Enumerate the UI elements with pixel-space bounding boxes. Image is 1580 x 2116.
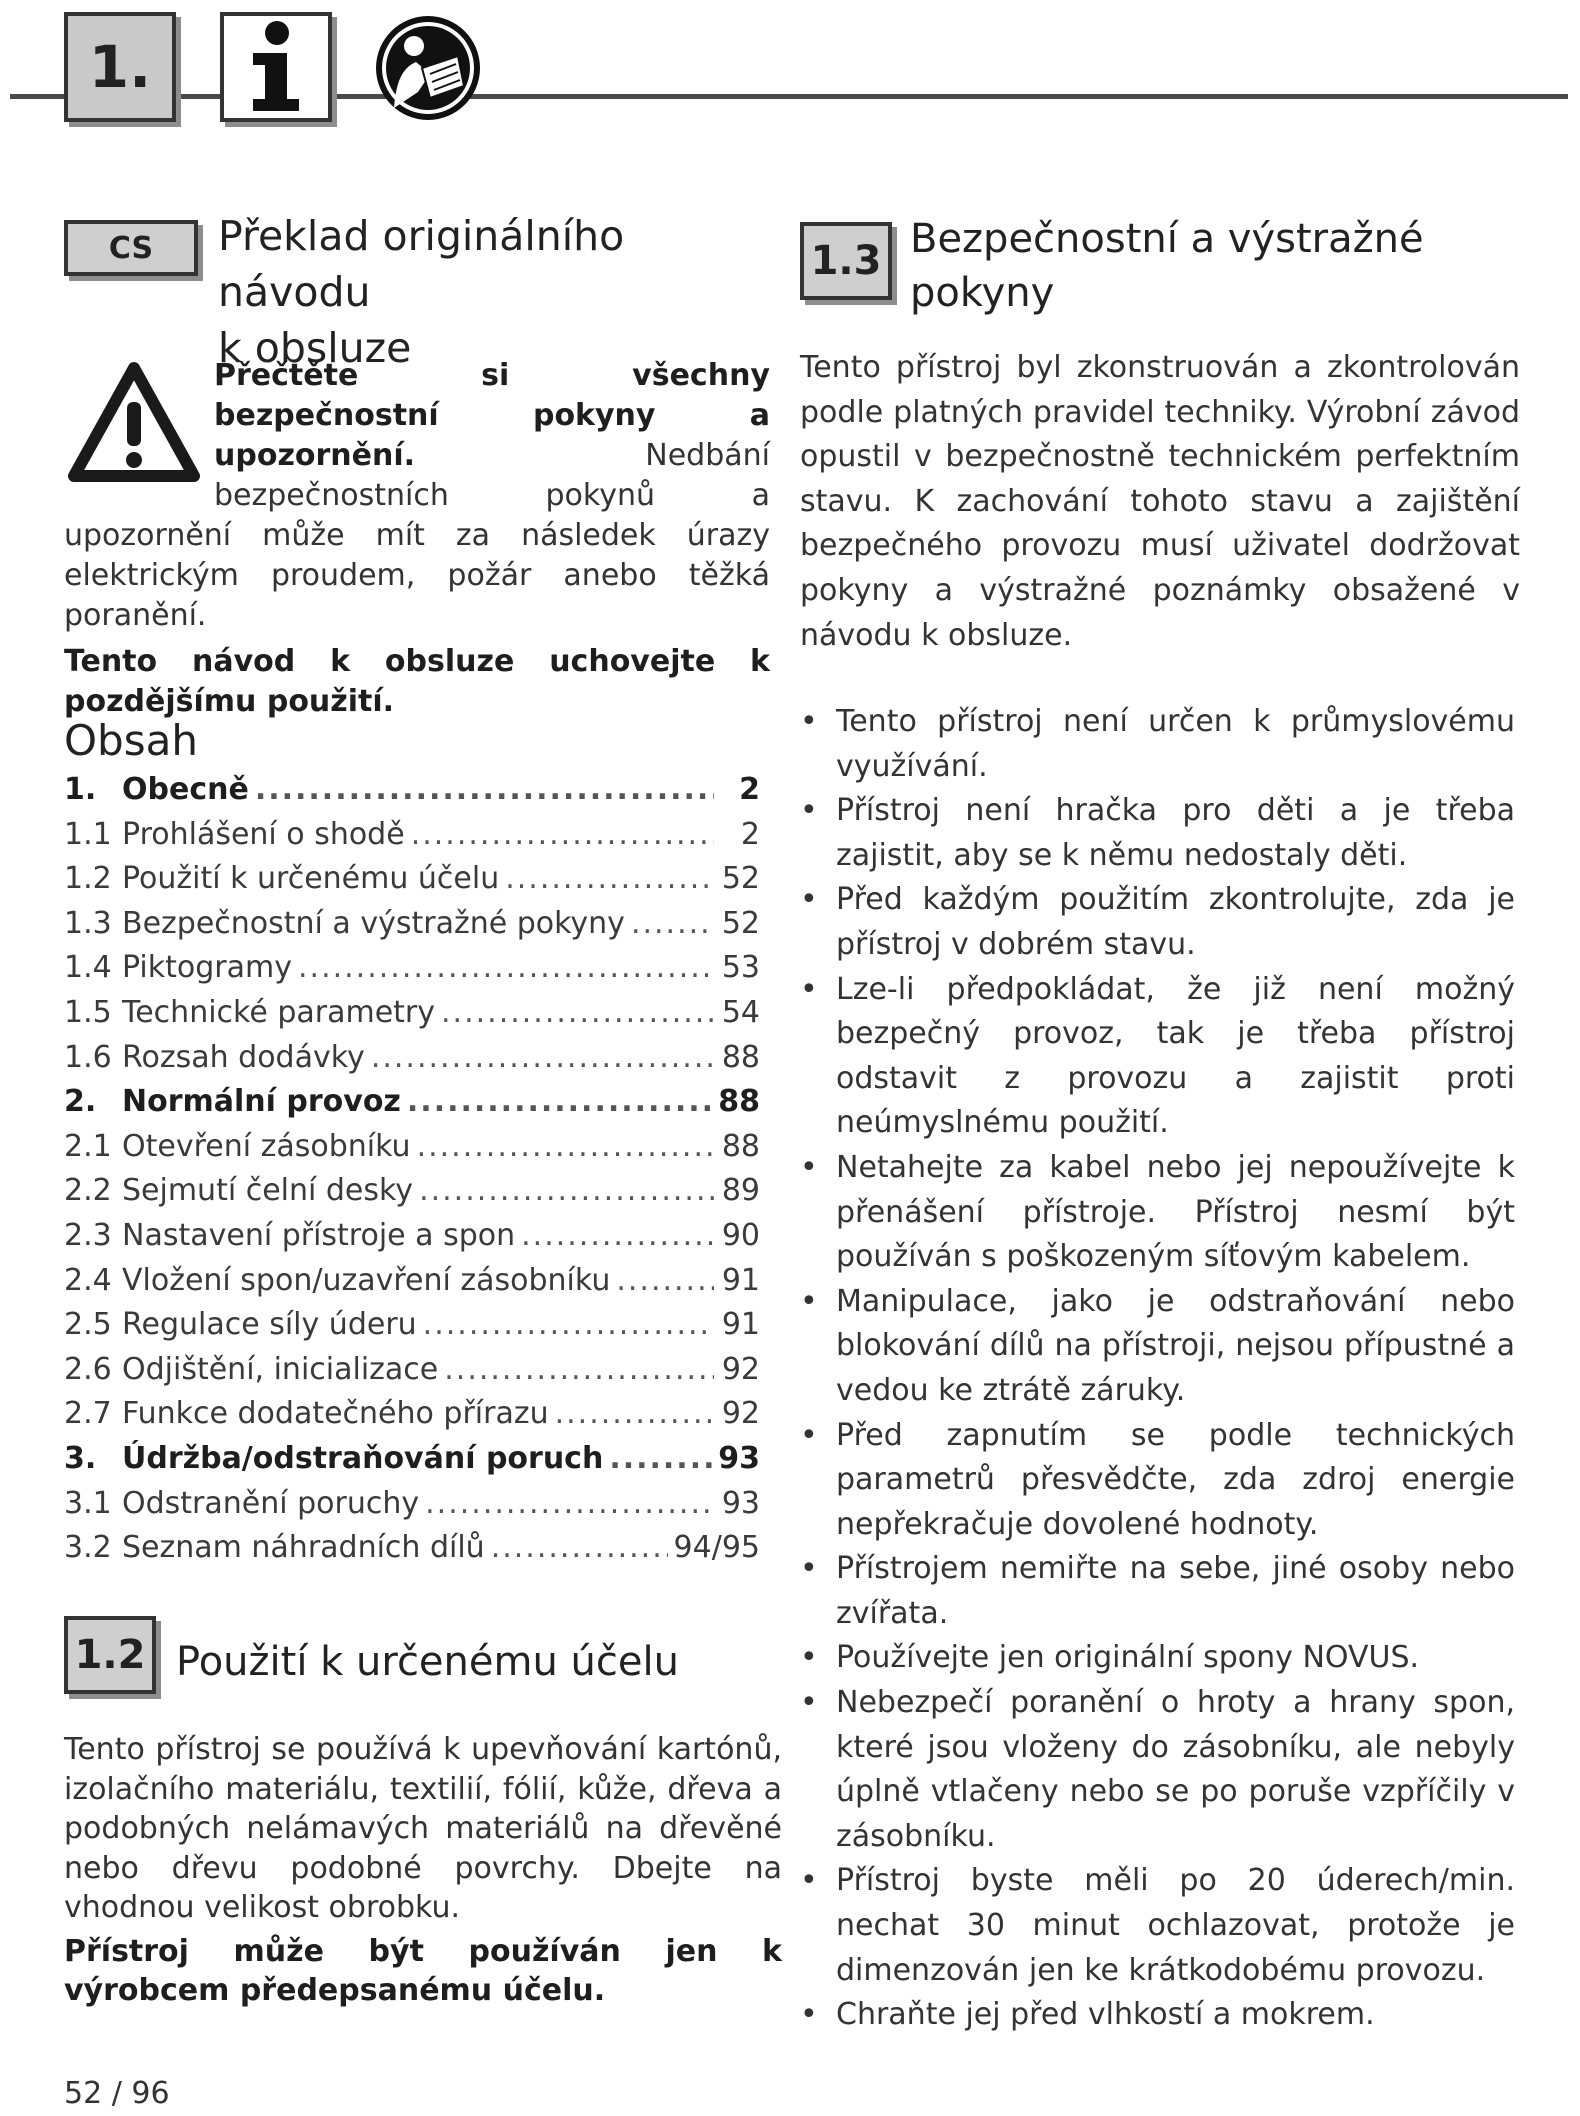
- toc-label: Použití k určenému účelu: [122, 861, 500, 897]
- toc-row[interactable]: [64, 1348, 760, 1393]
- toc-leader: [491, 1526, 668, 1571]
- toc-num: 3.: [64, 1440, 97, 1476]
- list-item: • Přístrojem nemiřte na sebe, jiné osoby nebo zvířata.: [800, 1547, 1515, 1636]
- toc-leader: [521, 1214, 714, 1259]
- toc-label: Údržba/odstraňování poruch: [122, 1440, 604, 1476]
- toc-num: 2.7: [64, 1396, 112, 1432]
- toc-row[interactable]: [64, 1303, 760, 1348]
- toc-page: 2: [739, 772, 760, 807]
- toc-page: 88: [721, 1128, 760, 1164]
- toc-label: Funkce dodatečného přírazu: [122, 1396, 549, 1432]
- toc-row[interactable]: [64, 857, 760, 902]
- toc-num: 3.2: [64, 1530, 112, 1566]
- toc-row[interactable]: [64, 813, 760, 858]
- toc-label: Rozsah dodávky: [122, 1039, 365, 1075]
- toc-num: 2.2: [64, 1173, 112, 1209]
- table-of-contents: [64, 768, 760, 1571]
- read-manual-icon: [372, 12, 484, 124]
- toc-page: 89: [721, 1173, 760, 1209]
- toc-leader: [255, 768, 714, 813]
- section-1-2-bold-text: Přístroj může být používán jen k výrobcem předepsanému účelu.: [64, 1933, 782, 2008]
- toc-label: Vložení spon/uzavření zásobníku: [122, 1262, 611, 1298]
- toc-leader: [419, 1169, 714, 1214]
- toc-num: 2.3: [64, 1217, 112, 1253]
- toc-leader: [444, 1348, 714, 1393]
- toc-row[interactable]: [64, 1392, 760, 1437]
- toc-leader: [425, 1482, 714, 1527]
- toc-page: 91: [721, 1262, 760, 1298]
- toc-label: Nastavení přístroje a spon: [122, 1217, 516, 1253]
- toc-num: 1.6: [64, 1039, 112, 1075]
- list-item: • Lze-li předpokládat, že již není možný bezpečný provoz, tak je třeba přístroj odstavit z provozu a zajistit proti neúmyslnému použití.: [800, 968, 1515, 1146]
- toc-num: 2.: [64, 1084, 97, 1120]
- toc-label: Regulace síly úderu: [122, 1307, 417, 1343]
- toc-leader: [407, 1080, 712, 1125]
- info-icon: [220, 12, 332, 122]
- toc-leader: [609, 1437, 712, 1482]
- toc-leader: [417, 1125, 714, 1170]
- toc-label: Obecně: [122, 772, 249, 807]
- toc-num: 1.3: [64, 905, 112, 941]
- toc-num: 2.4: [64, 1262, 112, 1298]
- toc-leader: [441, 991, 714, 1036]
- toc-label: Technické parametry: [122, 994, 436, 1030]
- warning-block: [64, 356, 770, 722]
- toc-page: 52: [721, 905, 760, 941]
- toc-leader: [631, 902, 714, 947]
- list-item: • Před zapnutím se podle technických parametrů přesvědčte, zda zdroj energie nepřekračuje dovolené hodnoty.: [800, 1414, 1515, 1548]
- section-1-3-intro: Tento přístroj byl zkonstruován a zkontrolován podle platných pravidel techniky. Výrobní závod opustil v bezpečnostně technickém perfektním stavu. K zachování tohoto stavu a zajištění bezpečného provozu musí uživatel dodržovat pokyny a výstražné poznámky obsažené v návodu k obsluze.: [800, 350, 1520, 653]
- toc-page: 92: [721, 1351, 760, 1387]
- section-1-2-text: Tento přístroj se používá k upevňování kartónů, izolačního materiálu, textilií, fólií, kůže, dřeva a podobných nelámavých materiálů na dřevěné nebo dřevu podobné povrchy. Dbejte na vhodnou velikost obrobku.: [64, 1732, 782, 1925]
- toc-page: 90: [721, 1217, 760, 1253]
- warning-text: Nedbání bezpečnostních pokynů a upozornění může mít za následek úrazy elektrickým proudem, požár anebo těžká poranění.: [64, 438, 770, 633]
- toc-row[interactable]: [64, 1526, 760, 1571]
- section-1-3-title: [910, 212, 1424, 320]
- toc-num: 1.5: [64, 994, 112, 1030]
- toc-row[interactable]: [64, 768, 760, 813]
- toc-leader: [616, 1259, 714, 1304]
- keep-manual-note: Tento návod k obsluze uchovejte k pozdějšímu použití.: [64, 644, 770, 719]
- toc-num: 1.1: [64, 816, 112, 852]
- toc-row[interactable]: [64, 1214, 760, 1259]
- toc-page: 52: [721, 861, 760, 897]
- toc-page: 2: [740, 816, 760, 852]
- list-item: • Nebezpečí poranění o hroty a hrany spon, které jsou vloženy do zásobníku, ale nebyly úplně vtlačeny nebo se po poruše vzpříčily v zásobníku.: [800, 1681, 1515, 1859]
- toc-page: 88: [721, 1039, 760, 1075]
- toc-page: 92: [721, 1396, 760, 1432]
- list-item: • Přístroj není hračka pro děti a je třeba zajistit, aby se k němu nedostaly děti.: [800, 789, 1515, 878]
- toc-num: 3.1: [64, 1485, 112, 1521]
- section-1-2-title: Použití k určenému účelu: [176, 1639, 679, 1685]
- toc-label: Prohlášení o shodě: [122, 816, 405, 852]
- section-1-3-number: 1.3: [800, 222, 892, 300]
- toc-row[interactable]: [64, 991, 760, 1036]
- safety-bullet-list: [800, 700, 1515, 2038]
- toc-row[interactable]: [64, 1259, 760, 1304]
- toc-label: Odstranění poruchy: [122, 1485, 420, 1521]
- toc-leader: [423, 1303, 714, 1348]
- toc-page: 94/95: [673, 1530, 760, 1566]
- toc-leader: [411, 813, 714, 858]
- list-item: • Netahejte za kabel nebo jej nepoužívejte k přenášení přístroje. Přístroj nesmí být používán s poškozeným síťovým kabelem.: [800, 1146, 1515, 1280]
- toc-label: Otevření zásobníku: [122, 1128, 411, 1164]
- toc-row[interactable]: [64, 1080, 760, 1125]
- toc-label: Seznam náhradních dílů: [122, 1530, 485, 1566]
- toc-num: 1.4: [64, 950, 112, 986]
- toc-num: 2.6: [64, 1351, 112, 1387]
- toc-label: Sejmutí čelní desky: [122, 1173, 414, 1209]
- toc-leader: [555, 1392, 714, 1437]
- toc-page: 54: [721, 994, 760, 1030]
- section-1-3-title-line-2: pokyny: [910, 270, 1055, 316]
- toc-label: Piktogramy: [122, 950, 292, 986]
- section-1-3-title-line-1: Bezpečnostní a výstražné: [910, 216, 1424, 262]
- toc-num: 2.1: [64, 1128, 112, 1164]
- toc-page: 93: [718, 1440, 760, 1476]
- warning-bold-text: Přečtěte si všechny bezpečnostní pokyny a upozornění.: [214, 358, 770, 473]
- toc-page: 88: [718, 1084, 760, 1120]
- toc-page: 91: [721, 1307, 760, 1343]
- page-number: 52 / 96: [64, 2076, 170, 2111]
- section-1-2-number: 1.2: [64, 1616, 156, 1694]
- list-item: • Používejte jen originální spony NOVUS.: [800, 1636, 1515, 1681]
- toc-title: Obsah: [64, 716, 198, 765]
- toc-row[interactable]: [64, 1125, 760, 1170]
- language-tag: CS: [64, 220, 198, 276]
- document-title-line-1: Překlad originálního návodu: [218, 212, 625, 316]
- section-1-2-body: [64, 1730, 782, 2011]
- toc-label: Bezpečnostní a výstražné pokyny: [122, 905, 625, 941]
- toc-num: 2.5: [64, 1307, 112, 1343]
- toc-leader: [371, 1036, 714, 1081]
- document-title: [218, 208, 778, 376]
- list-item: • Chraňte jej před vlhkostí a mokrem.: [800, 1993, 1515, 2038]
- toc-row[interactable]: [64, 902, 760, 947]
- toc-num: 1.2: [64, 861, 112, 897]
- toc-page: 93: [721, 1485, 760, 1521]
- toc-row[interactable]: [64, 946, 760, 991]
- toc-page: 53: [721, 950, 760, 986]
- toc-row[interactable]: [64, 1482, 760, 1527]
- list-item: • Přístroj byste měli po 20 úderech/min. nechat 30 minut ochlazovat, protože je dimenzován jen ke krátkodobému provozu.: [800, 1859, 1515, 1993]
- list-item: • Manipulace, jako je odstraňování nebo blokování dílů na přístroji, nejsou přípustné a vedou ke ztrátě záruky.: [800, 1280, 1515, 1414]
- toc-leader: [505, 857, 714, 902]
- toc-num: 1.: [64, 772, 97, 807]
- toc-row[interactable]: [64, 1169, 760, 1214]
- toc-label: Normální provoz: [122, 1084, 401, 1120]
- document-title-line-2: k obsluze: [218, 324, 412, 372]
- toc-label: Odjištění, inicializace: [122, 1351, 439, 1387]
- chapter-number-box: 1.: [64, 12, 176, 122]
- list-item: • Před každým použitím zkontrolujte, zda je přístroj v dobrém stavu.: [800, 878, 1515, 967]
- toc-row[interactable]: [64, 1036, 760, 1081]
- toc-row[interactable]: [64, 1437, 760, 1482]
- list-item: • Tento přístroj není určen k průmyslovému využívání.: [800, 700, 1515, 789]
- toc-leader: [298, 946, 714, 991]
